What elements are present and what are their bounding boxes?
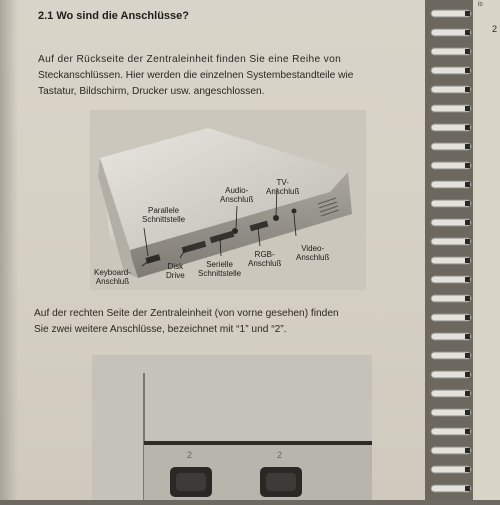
binding-hole [465,277,470,282]
paragraph-line: Auf der rechten Seite der Zentraleinheit (von vorne gesehen) finden [34,308,339,319]
label-line: Keyboard- [94,268,131,277]
binding-hole [465,144,470,149]
computer-side-photo [92,355,372,500]
binding-hole [465,296,470,301]
binding-hole [465,448,470,453]
next-page-number: 2 [492,24,498,34]
binding-hole [465,258,470,263]
label-line: Anschluß [248,259,282,268]
binding-hole [465,239,470,244]
disk-drive-port-label [166,262,185,280]
audio-port-label [220,186,253,204]
rgb-port-label [248,250,281,268]
label-line: Drive [166,271,185,280]
parallel-port-label [142,206,185,224]
label-line: Anschluß [95,277,130,286]
label-line: RGB- [254,250,275,259]
serial-port-label [198,260,241,278]
paragraph-line: Steckanschlüssen. Hier werden die einzelnen Systembestandteile wie [38,70,354,81]
label-line: Serielle [206,260,233,269]
port-mark: 2 [187,450,193,460]
page-edge-shadow [0,0,18,500]
label-line: Disk [167,262,184,271]
paragraph-line: Tastatur, Bildschirm, Drucker usw. angeschlossen. [38,86,265,97]
binding-hole [465,125,470,130]
label-line: Anschluß [266,187,300,196]
tv-port-label [266,178,299,196]
label-line: Schnittstelle [198,269,242,278]
binding-hole [465,486,470,491]
label-line: Anschluß [220,195,254,204]
binding-hole [465,429,470,434]
binding-hole [465,372,470,377]
binding-hole [465,87,470,92]
binding-hole [465,220,470,225]
video-port-label [296,244,329,262]
binding-hole [465,49,470,54]
label-line: Anschluß [296,253,330,262]
computer-side-image [92,355,372,500]
binding-hole [465,391,470,396]
label-line: Audio- [225,186,249,195]
label-line: Schnittstelle [142,215,186,224]
binding-hole [465,68,470,73]
paragraph-line: Auf der Rückseite der Zentraleinheit finden Sie eine Reihe von [38,54,342,65]
keyboard-port-label [94,268,131,286]
right-side-paragraph [34,306,414,338]
binding-hole [465,201,470,206]
intro-paragraph [38,52,414,100]
binding-hole [465,410,470,415]
binding-hole [465,315,470,320]
computer-back-photo [90,110,366,290]
section-heading: 2.1 Wo sind die Anschlüsse? [38,10,189,22]
binding-hole [465,467,470,472]
label-line: Parallele [148,206,180,215]
binding-hole [465,11,470,16]
label-line: TV- [276,178,289,187]
label-line: Video- [301,244,325,253]
next-page-margin-note: lb [478,2,483,8]
binding-hole [465,334,470,339]
binding-hole [465,182,470,187]
binding-hole [465,163,470,168]
port-mark: 2 [277,450,283,460]
paragraph-line: Sie zwei weitere Anschlüsse, bezeichnet mit “1” und “2”. [34,324,287,335]
spiral-binding [425,0,500,500]
binding-hole [465,353,470,358]
binding-hole [465,30,470,35]
binding-hole [465,106,470,111]
